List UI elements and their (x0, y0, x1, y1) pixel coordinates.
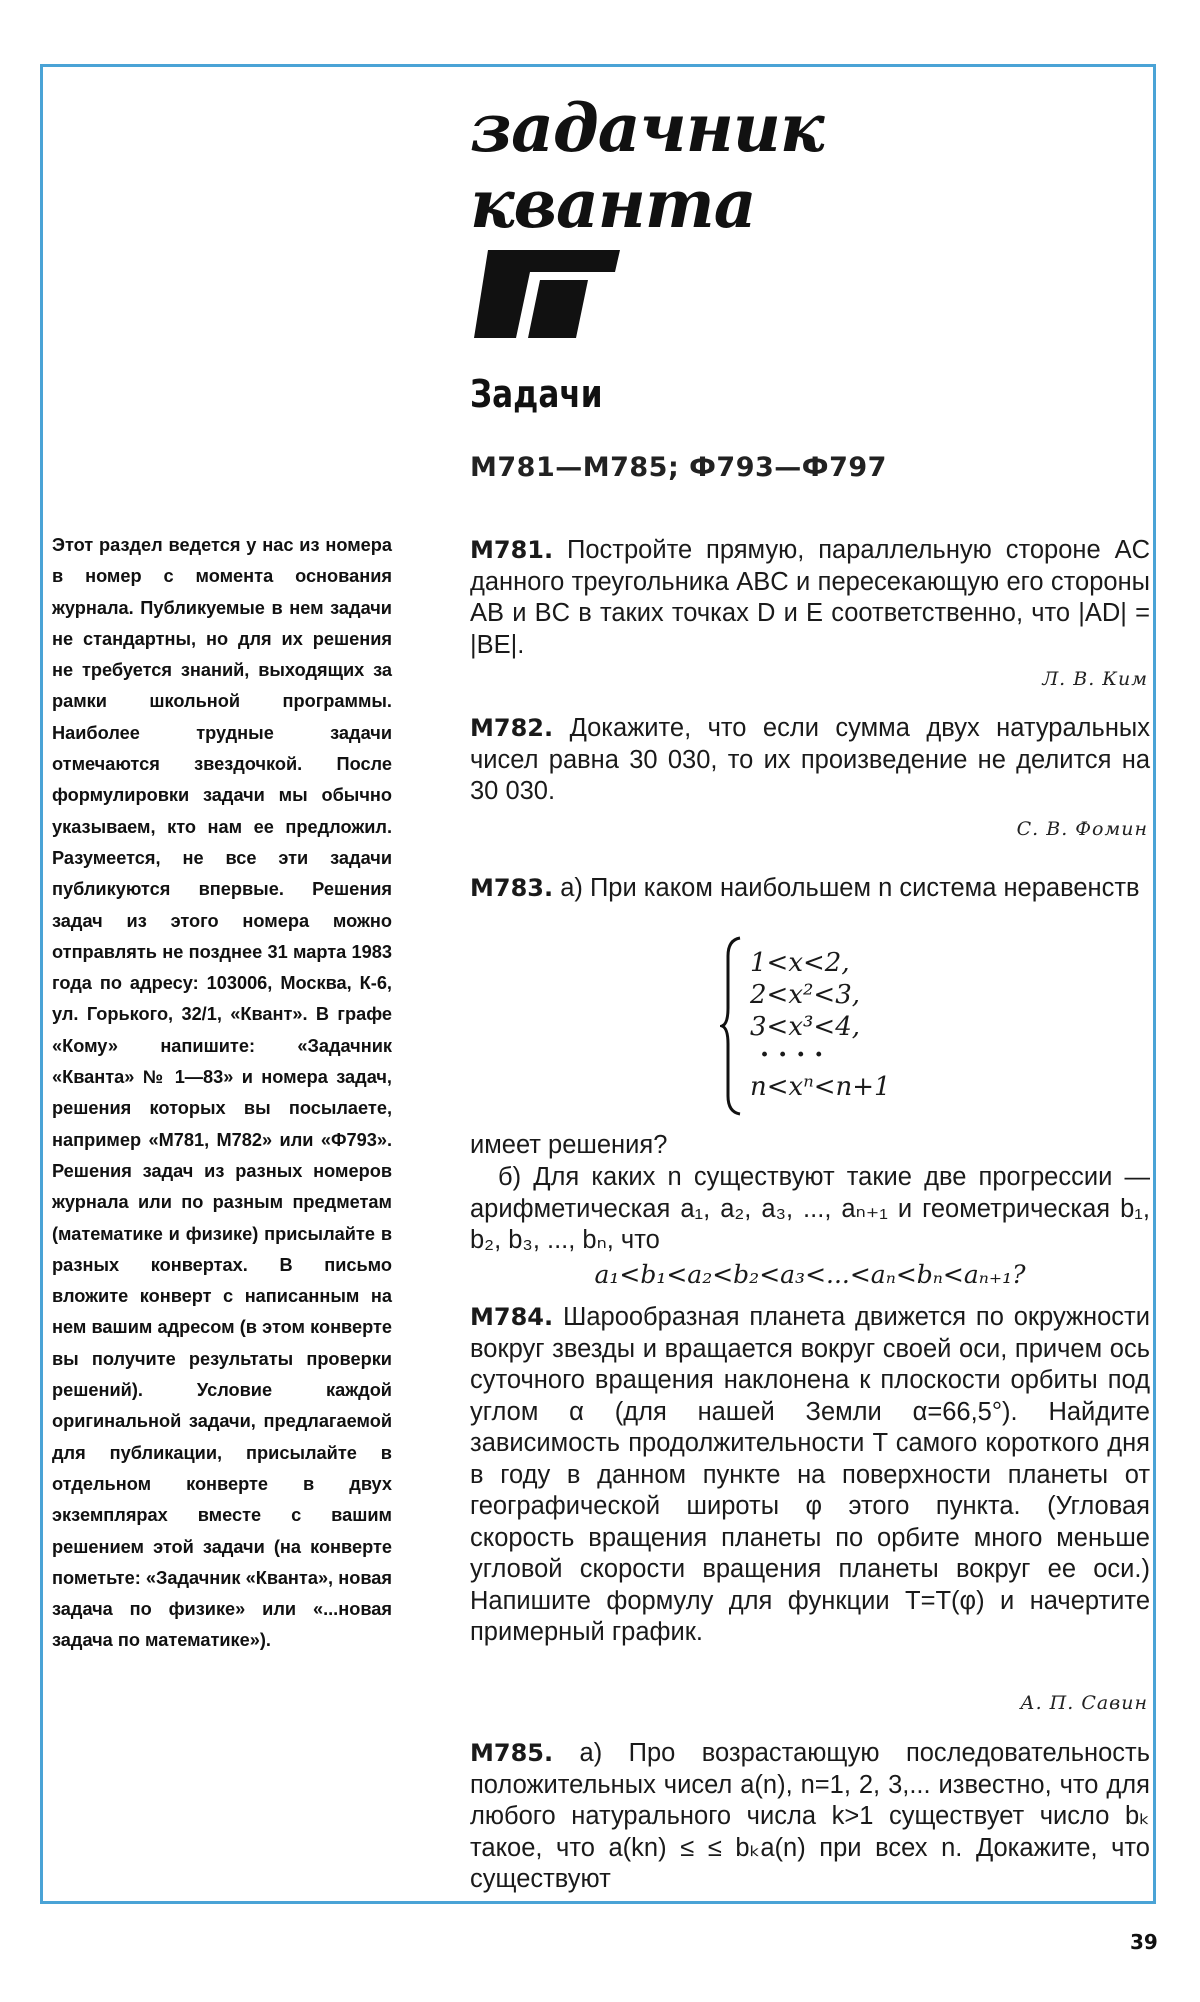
problem-number: М783. (470, 874, 554, 902)
inequality-system (720, 936, 980, 1116)
problem-text-a: а) При каком наибольшем n система неравенств (560, 874, 1140, 902)
problem-number: М781. (470, 536, 554, 564)
problem-text: а) Про возрастающую последовательность положительных чисел a(n), n=1, 2, 3,... известно, что для любого натурального числа k>1 существует число bₖ такое, что a(kn) ≤ ≤ bₖa(n) при всех n. Докажите, что существуют (470, 1739, 1150, 1893)
problem-number: М784. (470, 1303, 554, 1331)
problem-m781 (470, 535, 1150, 661)
problem-m782 (470, 713, 1150, 808)
brace-icon (720, 936, 744, 1116)
author-m782: С. В. Фомин (1016, 818, 1148, 840)
problem-m783-b: б) Для каких n существуют такие две прогрессии — арифметическая a₁, a₂, a₃, ..., aₙ₊₁ и геометрическая b₁, b₂, b₃, ..., bₙ, что (470, 1163, 1150, 1254)
system-row-1: 1<x<2, (750, 948, 850, 978)
author-m784: А. П. Савин (1020, 1692, 1148, 1714)
author-m781: Л. В. Ким (1042, 668, 1148, 690)
problem-number: М782. (470, 714, 554, 742)
problem-number: М785. (470, 1739, 554, 1767)
page-number: 39 (1130, 1930, 1158, 1954)
problem-m783-end-a: имеет решения? (470, 1131, 668, 1159)
logo-line-1: задачник (470, 89, 824, 167)
system-row-dots: · · · · (760, 1040, 824, 1070)
system-row-3: 3<x³<4, (750, 1012, 861, 1042)
problem-text: Докажите, что если сумма двух натуральных чисел равна 30 030, то их произведение не делится на 30 030. (470, 714, 1150, 805)
problem-text: Постройте прямую, параллельную стороне AC данного треугольника ABC и пересекающую его стороны AB и BC в таких точках D и E соответственно, что |AD| = |BE|. (470, 536, 1150, 659)
problem-m785 (470, 1738, 1150, 1896)
sidebar-intro: Этот раздел ведется у нас из номера в номер с момента основания журнала. Публикуемые в нем задачи не стандартны, но для их решения не требуется знаний, выходящих за рамки школьной программы. Наиболее трудные задачи отмечаются звездочкой. После формулировки задачи мы обычно указываем, кто нам ее предложил. Разумеется, не все эти задачи публикуются впервые. Решения задач из этого номера можно отправлять не позднее 31 марта 1983 года по адресу: 103006, Москва, К-6, ул. Горького, 32/1, «Квант». В графе «Кому» напишите: «Задачник «Кванта» № 1—83» и номера задач, решения которых вы посылаете, например «М781, М782» или «Ф793». Решения задач из разных номеров журнала или по разным предметам (математике и физике) присылайте в разных конвертах. В письмо вложите конверт с написанным на нем вашим адресом (в этом конверте вы получите результаты проверки решений). Условие каждой оригинальной задачи, предлагаемой для публикации, присылайте в отдельном конверте в двух экземплярах вместе с вашим решением этой задачи (на конверте пометьте: «Задачник «Кванта», новая задача по физике» или «...новая задача по математике»). (52, 535, 392, 1651)
problem-m784 (470, 1302, 1150, 1649)
journal-logo (470, 89, 890, 295)
problem-text: Шарообразная планета движется по окружности вокруг звезды и вращается вокруг своей оси, причем ось суточного вращения наклонена к плоскости орбиты под углом α (для нашей Земли α=66,5°). Найдите зависимость продолжительности T самого короткого дня в году в данном пункте на поверхности планеты от географической широты φ этого пункта. (Угловая скорость вращения планеты по орбите много меньше угловой скорости вращения планеты вокруг ее оси.) Напишите формулу для функции T=T(φ) и начертите примерный график. (470, 1303, 1150, 1646)
formula-m783-b: a₁<b₁<a₂<b₂<a₃<...<aₙ<bₙ<aₙ₊₁? (594, 1260, 1026, 1289)
logo-line-2: кванта (470, 165, 756, 243)
section-title: Задачи (470, 372, 603, 416)
system-row-2: 2<x²<3, (750, 980, 861, 1010)
system-row-5: n<xⁿ<n+1 (750, 1072, 891, 1102)
problem-m783 (470, 873, 1150, 905)
problem-range: М781—М785; Ф793—Ф797 (470, 452, 887, 483)
